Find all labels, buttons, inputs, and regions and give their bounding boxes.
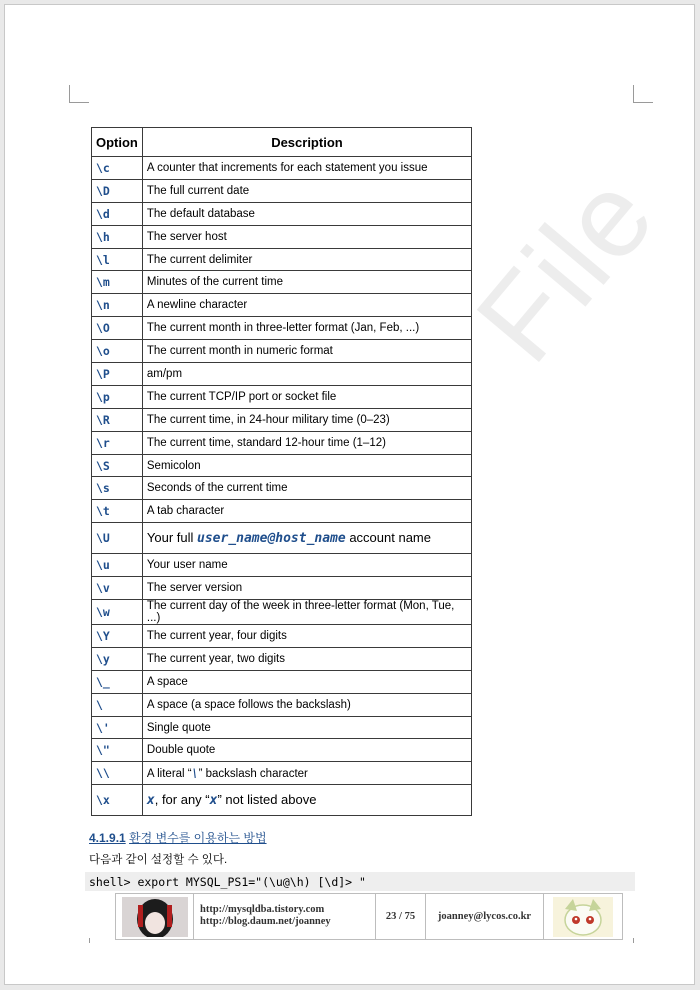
option-description: The current year, four digits: [142, 625, 471, 648]
description-text: ” not listed above: [217, 792, 317, 808]
option-description: The current month in numeric format: [142, 340, 471, 363]
description-text: ” backslash character: [198, 768, 308, 781]
footer-links: [194, 894, 376, 939]
option-code: \x: [92, 785, 143, 816]
option-description: Your user name: [142, 554, 471, 577]
crop-mark: [69, 85, 70, 103]
inline-code: \: [191, 766, 199, 781]
section-number: 4.1.9.1: [89, 831, 126, 845]
table-row: [92, 317, 472, 340]
crop-mark: [633, 938, 634, 943]
table-row: [92, 716, 472, 739]
table-row: [92, 500, 472, 523]
mascot-icon: [553, 897, 613, 937]
option-code: \P: [92, 363, 143, 386]
option-description: The current delimiter: [142, 248, 471, 271]
option-description: A tab character: [142, 500, 471, 523]
option-code: \c: [92, 157, 143, 180]
option-code: \O: [92, 317, 143, 340]
option-description: Double quote: [142, 739, 471, 762]
table-row: [92, 340, 472, 363]
crop-mark: [69, 102, 89, 103]
option-code: \d: [92, 202, 143, 225]
table-row: [92, 431, 472, 454]
option-code: \S: [92, 454, 143, 477]
option-description: A space (a space follows the backslash): [142, 693, 471, 716]
footer-email[interactable]: joanney@lycos.co.kr: [426, 894, 544, 939]
table-row: [92, 693, 472, 716]
option-code: \w: [92, 600, 143, 625]
section-heading[interactable]: [89, 829, 267, 846]
table-row: [92, 647, 472, 670]
option-code: \U: [92, 523, 143, 554]
option-description: Semicolon: [142, 454, 471, 477]
option-description: The current TCP/IP port or socket file: [142, 385, 471, 408]
section-title: 환경 변수를 이용하는 방법: [129, 831, 267, 845]
option-description: [142, 762, 471, 785]
option-code: \y: [92, 647, 143, 670]
option-code: \l: [92, 248, 143, 271]
inline-code: x: [146, 793, 155, 809]
table-header-row: [92, 128, 472, 157]
option-code: \p: [92, 385, 143, 408]
body-text: 다음과 같이 설정할 수 있다.: [89, 854, 228, 866]
option-description: The server version: [142, 577, 471, 600]
table-row: [92, 385, 472, 408]
table-row: [92, 248, 472, 271]
option-code: \o: [92, 340, 143, 363]
crop-mark: [633, 85, 634, 103]
document-page: [4, 4, 695, 985]
author-avatar: [116, 894, 194, 939]
option-description: The current time, standard 12-hour time (1–12): [142, 431, 471, 454]
inline-code: user_name@host_name: [197, 531, 346, 547]
description-text: , for any “: [154, 792, 210, 808]
page-number: 23 / 75: [376, 894, 426, 939]
option-description: The server host: [142, 225, 471, 248]
code-line: shell> export MYSQL_PS1="(\u@\h) [\d]> ": [89, 875, 366, 889]
table-row: [92, 785, 472, 816]
description-text: A literal “: [146, 768, 192, 781]
table-row: [92, 577, 472, 600]
column-header-option: Option: [92, 128, 143, 157]
option-description: The current month in three-letter format (Jan, Feb, ...): [142, 317, 471, 340]
table-row: [92, 454, 472, 477]
option-code: \R: [92, 408, 143, 431]
table-row: [92, 523, 472, 554]
option-description: Seconds of the current time: [142, 477, 471, 500]
option-code: \h: [92, 225, 143, 248]
table-row: [92, 294, 472, 317]
option-description: The current day of the week in three-letter format (Mon, Tue, ...): [142, 600, 471, 625]
column-header-description: Description: [142, 128, 471, 157]
option-description: [142, 523, 471, 554]
footer-url-daum[interactable]: http://blog.daum.net/joanney: [200, 916, 331, 927]
option-description: A counter that increments for each statement you issue: [142, 157, 471, 180]
watermark: File: [451, 149, 681, 387]
option-description: A space: [142, 670, 471, 693]
option-code: \t: [92, 500, 143, 523]
option-code: \": [92, 739, 143, 762]
option-code: \\: [92, 762, 143, 785]
table-row: [92, 225, 472, 248]
prompt-options-table: [91, 127, 472, 816]
table-row: [92, 477, 472, 500]
option-code: \_: [92, 670, 143, 693]
table-body: [92, 157, 472, 816]
option-description: A newline character: [142, 294, 471, 317]
option-description: The default database: [142, 202, 471, 225]
table-row: [92, 157, 472, 180]
table-row: [92, 271, 472, 294]
table-row: [92, 179, 472, 202]
description-text: Your full: [146, 530, 197, 546]
option-code: \n: [92, 294, 143, 317]
table-row: [92, 202, 472, 225]
option-description: [142, 785, 471, 816]
option-code: \v: [92, 577, 143, 600]
crop-mark: [89, 938, 90, 943]
option-description: Minutes of the current time: [142, 271, 471, 294]
inline-code: x: [209, 793, 218, 809]
table-row: [92, 625, 472, 648]
table-row: [92, 554, 472, 577]
option-code: \D: [92, 179, 143, 202]
option-description: am/pm: [142, 363, 471, 386]
code-block: [85, 872, 635, 891]
table-row: [92, 670, 472, 693]
table-row: [92, 762, 472, 785]
option-code: \u: [92, 554, 143, 577]
option-code: \Y: [92, 625, 143, 648]
crop-mark: [633, 102, 653, 103]
table-row: [92, 739, 472, 762]
table-row: [92, 600, 472, 625]
page-footer: [115, 893, 623, 940]
option-code: \r: [92, 431, 143, 454]
table-row: [92, 363, 472, 386]
option-description: The full current date: [142, 179, 471, 202]
option-code: \': [92, 716, 143, 739]
author-avatar-icon: [122, 897, 188, 937]
table-row: [92, 408, 472, 431]
description-text: account name: [345, 530, 431, 546]
footer-url-tistory[interactable]: http://mysqldba.tistory.com: [200, 904, 325, 915]
mascot-image: [544, 894, 622, 939]
option-description: The current year, two digits: [142, 647, 471, 670]
option-code: \s: [92, 477, 143, 500]
option-description: The current time, in 24-hour military time (0–23): [142, 408, 471, 431]
option-description: Single quote: [142, 716, 471, 739]
option-code: \: [92, 693, 143, 716]
option-code: \m: [92, 271, 143, 294]
